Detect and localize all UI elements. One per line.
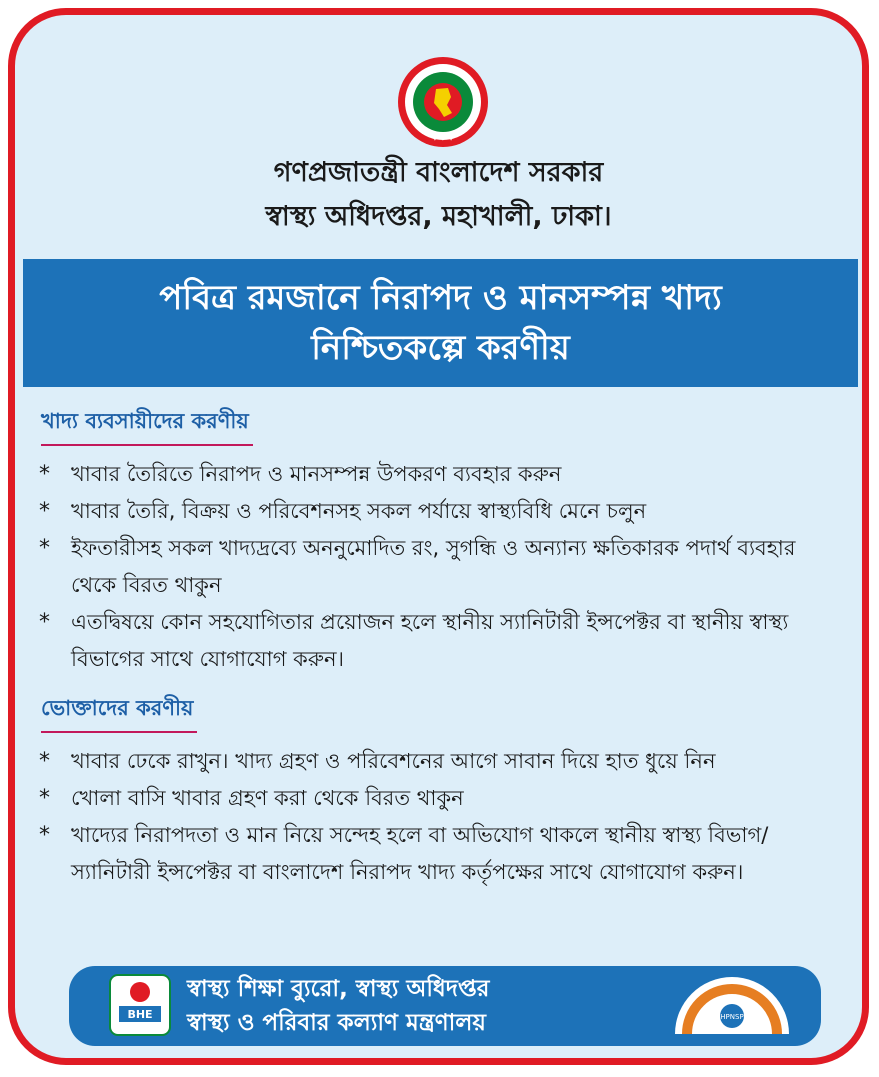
content-area: [37, 405, 847, 905]
footer-text: [187, 972, 657, 1040]
hpnsp-logo: [667, 972, 797, 1040]
banner-line-2: নিশ্চিতকল্পে করণীয়: [311, 328, 570, 368]
section-traders: [37, 405, 847, 678]
list-item: * ইফতারীসহ সকল খাদ্যদ্রব্যে অননুমোদিত রং, সুগন্ধি ও অন্যান্য ক্ষতিকারক পদার্থ ব্যবহার থেকে বিরত থাকুন: [37, 530, 847, 604]
section-consumers: [37, 692, 847, 891]
government-seal-logo: [396, 55, 490, 149]
asterisk-bullet-icon: *: [39, 499, 50, 524]
asterisk-bullet-icon: *: [39, 823, 50, 848]
asterisk-bullet-icon: *: [39, 749, 50, 774]
consumers-list: [37, 743, 847, 891]
list-item: * খাবার তৈরিতে নিরাপদ ও মানসম্পন্ন উপকরণ ব্যবহার করুন: [37, 456, 847, 493]
footer-banner: [69, 966, 821, 1046]
traders-list: [37, 456, 847, 678]
list-item: * খাবার তৈরি, বিক্রয় ও পরিবেশনসহ সকল পর্যায়ে স্বাস্থ্যবিধি মেনে চলুন: [37, 493, 847, 530]
poster-frame: [8, 8, 869, 1065]
list-item: * এতদ্বিষয়ে কোন সহযোগিতার প্রয়োজন হলে স্থানীয় স্যানিটারী ইন্সপেক্টর বা স্থানীয় স্বাস্থ্য বিভাগের সাথে যোগাযোগ করুন।: [37, 604, 847, 678]
header-line-1: গণপ্রজাতন্ত্রী বাংলাদেশ সরকার: [273, 157, 604, 188]
title-banner: [23, 259, 858, 387]
asterisk-bullet-icon: *: [39, 536, 50, 561]
asterisk-bullet-icon: *: [39, 462, 50, 487]
asterisk-bullet-icon: *: [39, 610, 50, 635]
footer-line-2: স্বাস্থ্য ও পরিবার কল্যাণ মন্ত্রণালয়: [187, 1010, 486, 1036]
bhe-logo: [109, 974, 171, 1036]
header-line-2: স্বাস্থ্য অধিদপ্তর, মহাখালী, ঢাকা।: [265, 201, 612, 232]
hpnsp-logo-text: HPNSP: [720, 1013, 744, 1021]
footer-line-1: স্বাস্থ্য শিক্ষা ব্যুরো, স্বাস্থ্য অধিদপ্তর: [187, 976, 490, 1002]
banner-line-1: পবিত্র রমজানে নিরাপদ ও মানসম্পন্ন খাদ্য: [159, 278, 722, 318]
asterisk-bullet-icon: *: [39, 786, 50, 811]
list-item: * খাদ্যের নিরাপদতা ও মান নিয়ে সন্দেহ হলে বা অভিযোগ থাকলে স্থানীয় স্বাস্থ্য বিভাগ/স্যানিটারী ইন্সপেক্টর বা বাংলাদেশ নিরাপদ খাদ্য কর্তৃপক্ষের সাথে যোগাযোগ করুন।: [37, 817, 847, 891]
svg-text:✦ ✦ ✦: ✦ ✦ ✦: [431, 135, 455, 143]
list-item: * খোলা বাসি খাবার গ্রহণ করা থেকে বিরত থাকুন: [37, 780, 847, 817]
bhe-logo-text: BHE: [127, 1008, 153, 1021]
section-heading: ভোক্তাদের করণীয়: [41, 692, 197, 733]
section-heading: খাদ্য ব্যবসায়ীদের করণীয়: [41, 405, 253, 446]
government-header: [15, 151, 862, 239]
list-item: * খাবার ঢেকে রাখুন। খাদ্য গ্রহণ ও পরিবেশনের আগে সাবান দিয়ে হাত ধুয়ে নিন: [37, 743, 847, 780]
